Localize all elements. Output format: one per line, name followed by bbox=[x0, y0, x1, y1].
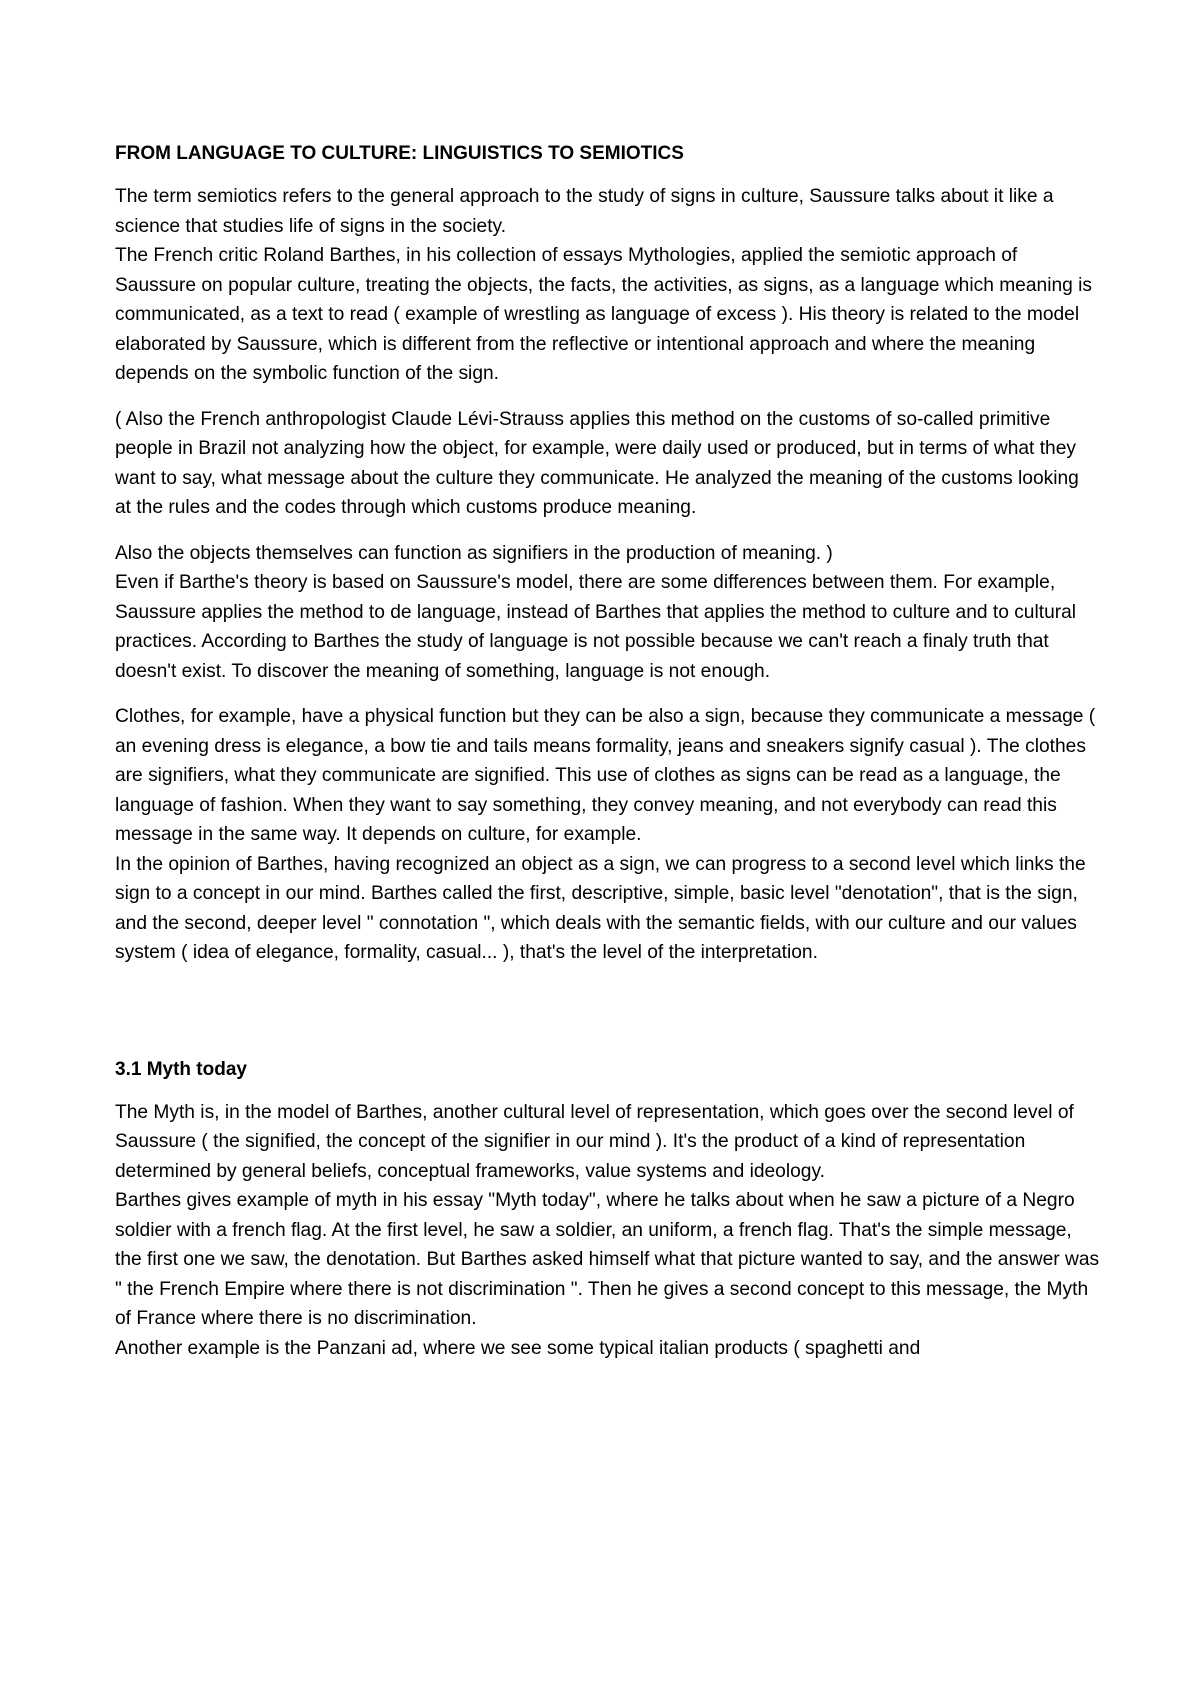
paragraph-myth-definition: The Myth is, in the model of Barthes, another cultural level of representation, which goes over the second level of Saussure ( the signified, the concept of the signifier in our mind ). It's the product of a kind of representation determined by general beliefs, conceptual frameworks, value systems and ideology. bbox=[115, 1101, 1074, 1182]
paragraph-semiotics-definition: The term semiotics refers to the general approach to the study of signs in culture, Saussure talks about it like a science that studies life of signs in the society. bbox=[115, 186, 1054, 237]
paragraph-myth-today-example: Barthes gives example of myth in his essay "Myth today", where he talks about when he saw a picture of a Negro soldier with a french flag. At the first level, he saw a soldier, an uniform, a french flag. That's the simple message, the first one we saw, the denotation. But Barthes asked himself what that picture wanted to say, and the answer was " the French Empire where there is not discrimination ". Then he gives a second concept to this message, the Myth of France where there is no discrimination. bbox=[115, 1190, 1100, 1329]
section-title: 3.1 Myth today bbox=[115, 1058, 247, 1080]
document-page bbox=[115, 140, 1100, 1363]
paragraph-objects-signifiers: Also the objects themselves can function as signifiers in the production of meaning. ) bbox=[115, 542, 833, 564]
paragraph-barthes-mythologies: The French critic Roland Barthes, in his collection of essays Mythologies, applied the semiotic approach of Saussure on popular culture, treating the objects, the facts, the activities, as signs, as a language which meaning is communicated, as a text to read ( example of wrestling as language of excess ). His theory is related to the model elaborated by Saussure, which is different from the reflective or intentional approach and where the meaning depends on the symbolic function of the sign. bbox=[115, 245, 1092, 384]
document-title: FROM LANGUAGE TO CULTURE: LINGUISTICS TO SEMIOTICS bbox=[115, 143, 684, 164]
paragraph-denotation-connotation: In the opinion of Barthes, having recognized an object as a sign, we can progress to a second level which links the sign to a concept in our mind. Barthes called the first, descriptive, simple, basic level "denotation", that is the sign, and the second, deeper level " connotation ", which deals with the semantic fields, with our culture and our values system ( idea of elegance, formality, casual... ), that's the level of the interpretation. bbox=[115, 853, 1086, 963]
paragraph-panzani-ad: Another example is the Panzani ad, where we see some typical italian products ( spaghetti and bbox=[115, 1337, 921, 1359]
paragraph-barthes-saussure-differences: Even if Barthe's theory is based on Saussure's model, there are some differences between them. For example, Saussure applies the method to de language, instead of Barthes that applies the method to culture and to cultural practices. According to Barthes the study of language is not possible because we can't reach a finaly truth that doesn't exist. To discover the meaning of something, language is not enough. bbox=[115, 572, 1077, 682]
paragraph-clothes-as-signs: Clothes, for example, have a physical function but they can be also a sign, because they communicate a message ( an evening dress is elegance, a bow tie and tails means formality, jeans and sneakers signify casual ). The clothes are signifiers, what they communicate are signified. This use of clothes as signs can be read as a language, the language of fashion. When they want to say something, they convey meaning, and not everybody can read this message in the same way. It depends on culture, for example. bbox=[115, 706, 1096, 845]
paragraph-levi-strauss: ( Also the French anthropologist Claude Lévi-Strauss applies this method on the customs of so-called primitive people in Brazil not analyzing how the object, for example, were daily used or produced, but in terms of what they want to say, what message about the culture they communicate. He analyzed the meaning of the customs looking at the rules and the codes through which customs produce meaning. bbox=[115, 408, 1079, 518]
